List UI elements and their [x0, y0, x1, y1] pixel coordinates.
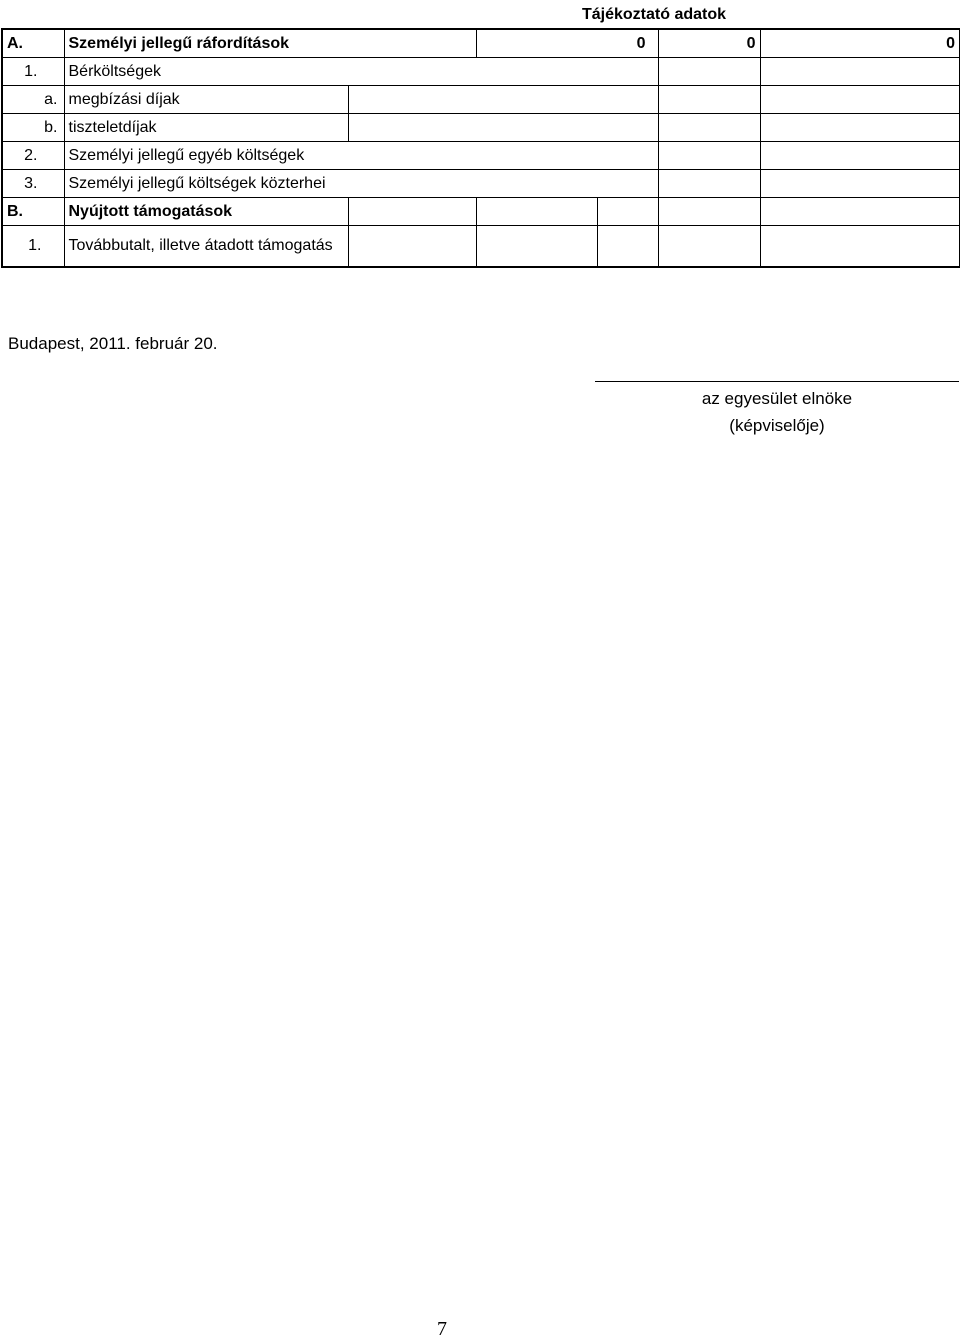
value-cell — [760, 170, 960, 198]
value-cell — [760, 58, 960, 86]
value-cell: 0 — [476, 29, 658, 58]
row-label: Személyi jellegű költségek közterhei — [64, 170, 658, 198]
row-index: a. — [2, 86, 64, 114]
value-cell — [760, 86, 960, 114]
table-row — [2, 226, 960, 268]
date-text: Budapest, 2011. február 20. — [8, 334, 218, 353]
value-cell — [658, 86, 760, 114]
value-cell — [348, 226, 476, 268]
value-cell — [476, 226, 597, 268]
row-label: tiszteletdíjak — [64, 114, 348, 142]
blank-cell — [64, 1, 348, 29]
row-label: Bérköltségek — [64, 58, 658, 86]
value-cell — [476, 198, 597, 226]
value-cell — [658, 142, 760, 170]
table-header-row — [2, 1, 960, 29]
row-index: b. — [2, 114, 64, 142]
table-row — [2, 58, 960, 86]
value-cell — [760, 226, 960, 268]
row-index: 2. — [2, 142, 64, 170]
row-label: Személyi jellegű ráfordítások — [64, 29, 476, 58]
value-cell — [760, 114, 960, 142]
report-table — [1, 1, 960, 268]
value-cell — [348, 198, 476, 226]
table-row-b — [2, 198, 960, 226]
info-header: Tájékoztató adatok — [348, 1, 960, 29]
value-cell — [658, 226, 760, 268]
table-row — [2, 114, 960, 142]
value-cell — [658, 170, 760, 198]
row-index: A. — [2, 29, 64, 58]
value-cell: 0 — [658, 29, 760, 58]
row-index: B. — [2, 198, 64, 226]
value-cell — [348, 86, 658, 114]
page-number: 7 — [437, 1318, 447, 1340]
row-index: 1. — [2, 226, 64, 268]
signature-line — [595, 381, 959, 382]
value-cell: 0 — [760, 29, 960, 58]
row-label: Továbbutalt, illetve átadott támogatás — [64, 226, 348, 268]
value-cell — [658, 114, 760, 142]
table-row — [2, 86, 960, 114]
row-index: 3. — [2, 170, 64, 198]
value-cell — [348, 114, 658, 142]
signature-subtitle: (képviselője) — [729, 416, 825, 435]
value-cell — [658, 58, 760, 86]
value-cell — [597, 198, 658, 226]
value-cell — [597, 226, 658, 268]
row-label: Személyi jellegű egyéb költségek — [64, 142, 658, 170]
table-row — [2, 170, 960, 198]
row-index: 1. — [2, 58, 64, 86]
table-row — [2, 142, 960, 170]
value-cell — [658, 198, 760, 226]
row-label: Nyújtott támogatások — [64, 198, 348, 226]
value-cell — [760, 142, 960, 170]
signature-title: az egyesület elnöke — [701, 389, 853, 408]
row-label: megbízási díjak — [64, 86, 348, 114]
table-row-a — [2, 29, 960, 58]
blank-cell — [2, 1, 64, 29]
value-cell — [760, 198, 960, 226]
